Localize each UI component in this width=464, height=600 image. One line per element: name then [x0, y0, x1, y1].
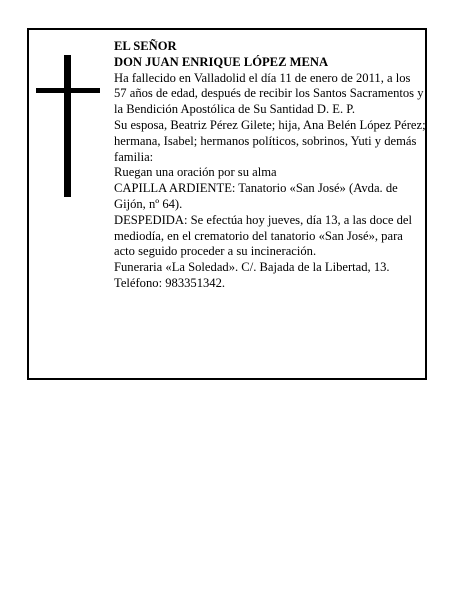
latin-cross-icon — [36, 55, 100, 197]
farewell-details: DESPEDIDA: Se efectúa hoy jueves, día 13, a las doce del mediodía, en el crematorio del tanatorio «San José», para acto seguido proceder a su incineración. — [114, 212, 412, 259]
cross-horizontal-bar — [36, 88, 100, 93]
family-list: Su esposa, Beatriz Pérez Gilete; hija, Ana Belén López Pérez; hermana, Isabel; hermanos políticos, sobrinos, Yuti y demás familia: — [114, 117, 426, 164]
wake-location: CAPILLA ARDIENTE: Tanatorio «San José» (Avda. de Gijón, nº 64). — [114, 181, 398, 211]
death-announcement: Ha fallecido en Valladolid el día 11 de enero de 2011, a los 57 años de edad, después de recibir los Santos Sacramentos y la Bendición Apostólica de Su Santidad D. E. P. — [114, 70, 424, 117]
cross-vertical-bar — [64, 55, 71, 197]
obituary-text — [114, 39, 426, 292]
deceased-name: DON JUAN ENRIQUE LÓPEZ MENA — [114, 54, 329, 69]
prayer-request: Ruegan una oración por su alma — [114, 165, 277, 180]
funeral-home-contact: Funeraria «La Soledad». C/. Bajada de la Libertad, 13. Teléfono: 983351342. — [114, 260, 390, 290]
notice-title: EL SEÑOR — [114, 39, 177, 53]
